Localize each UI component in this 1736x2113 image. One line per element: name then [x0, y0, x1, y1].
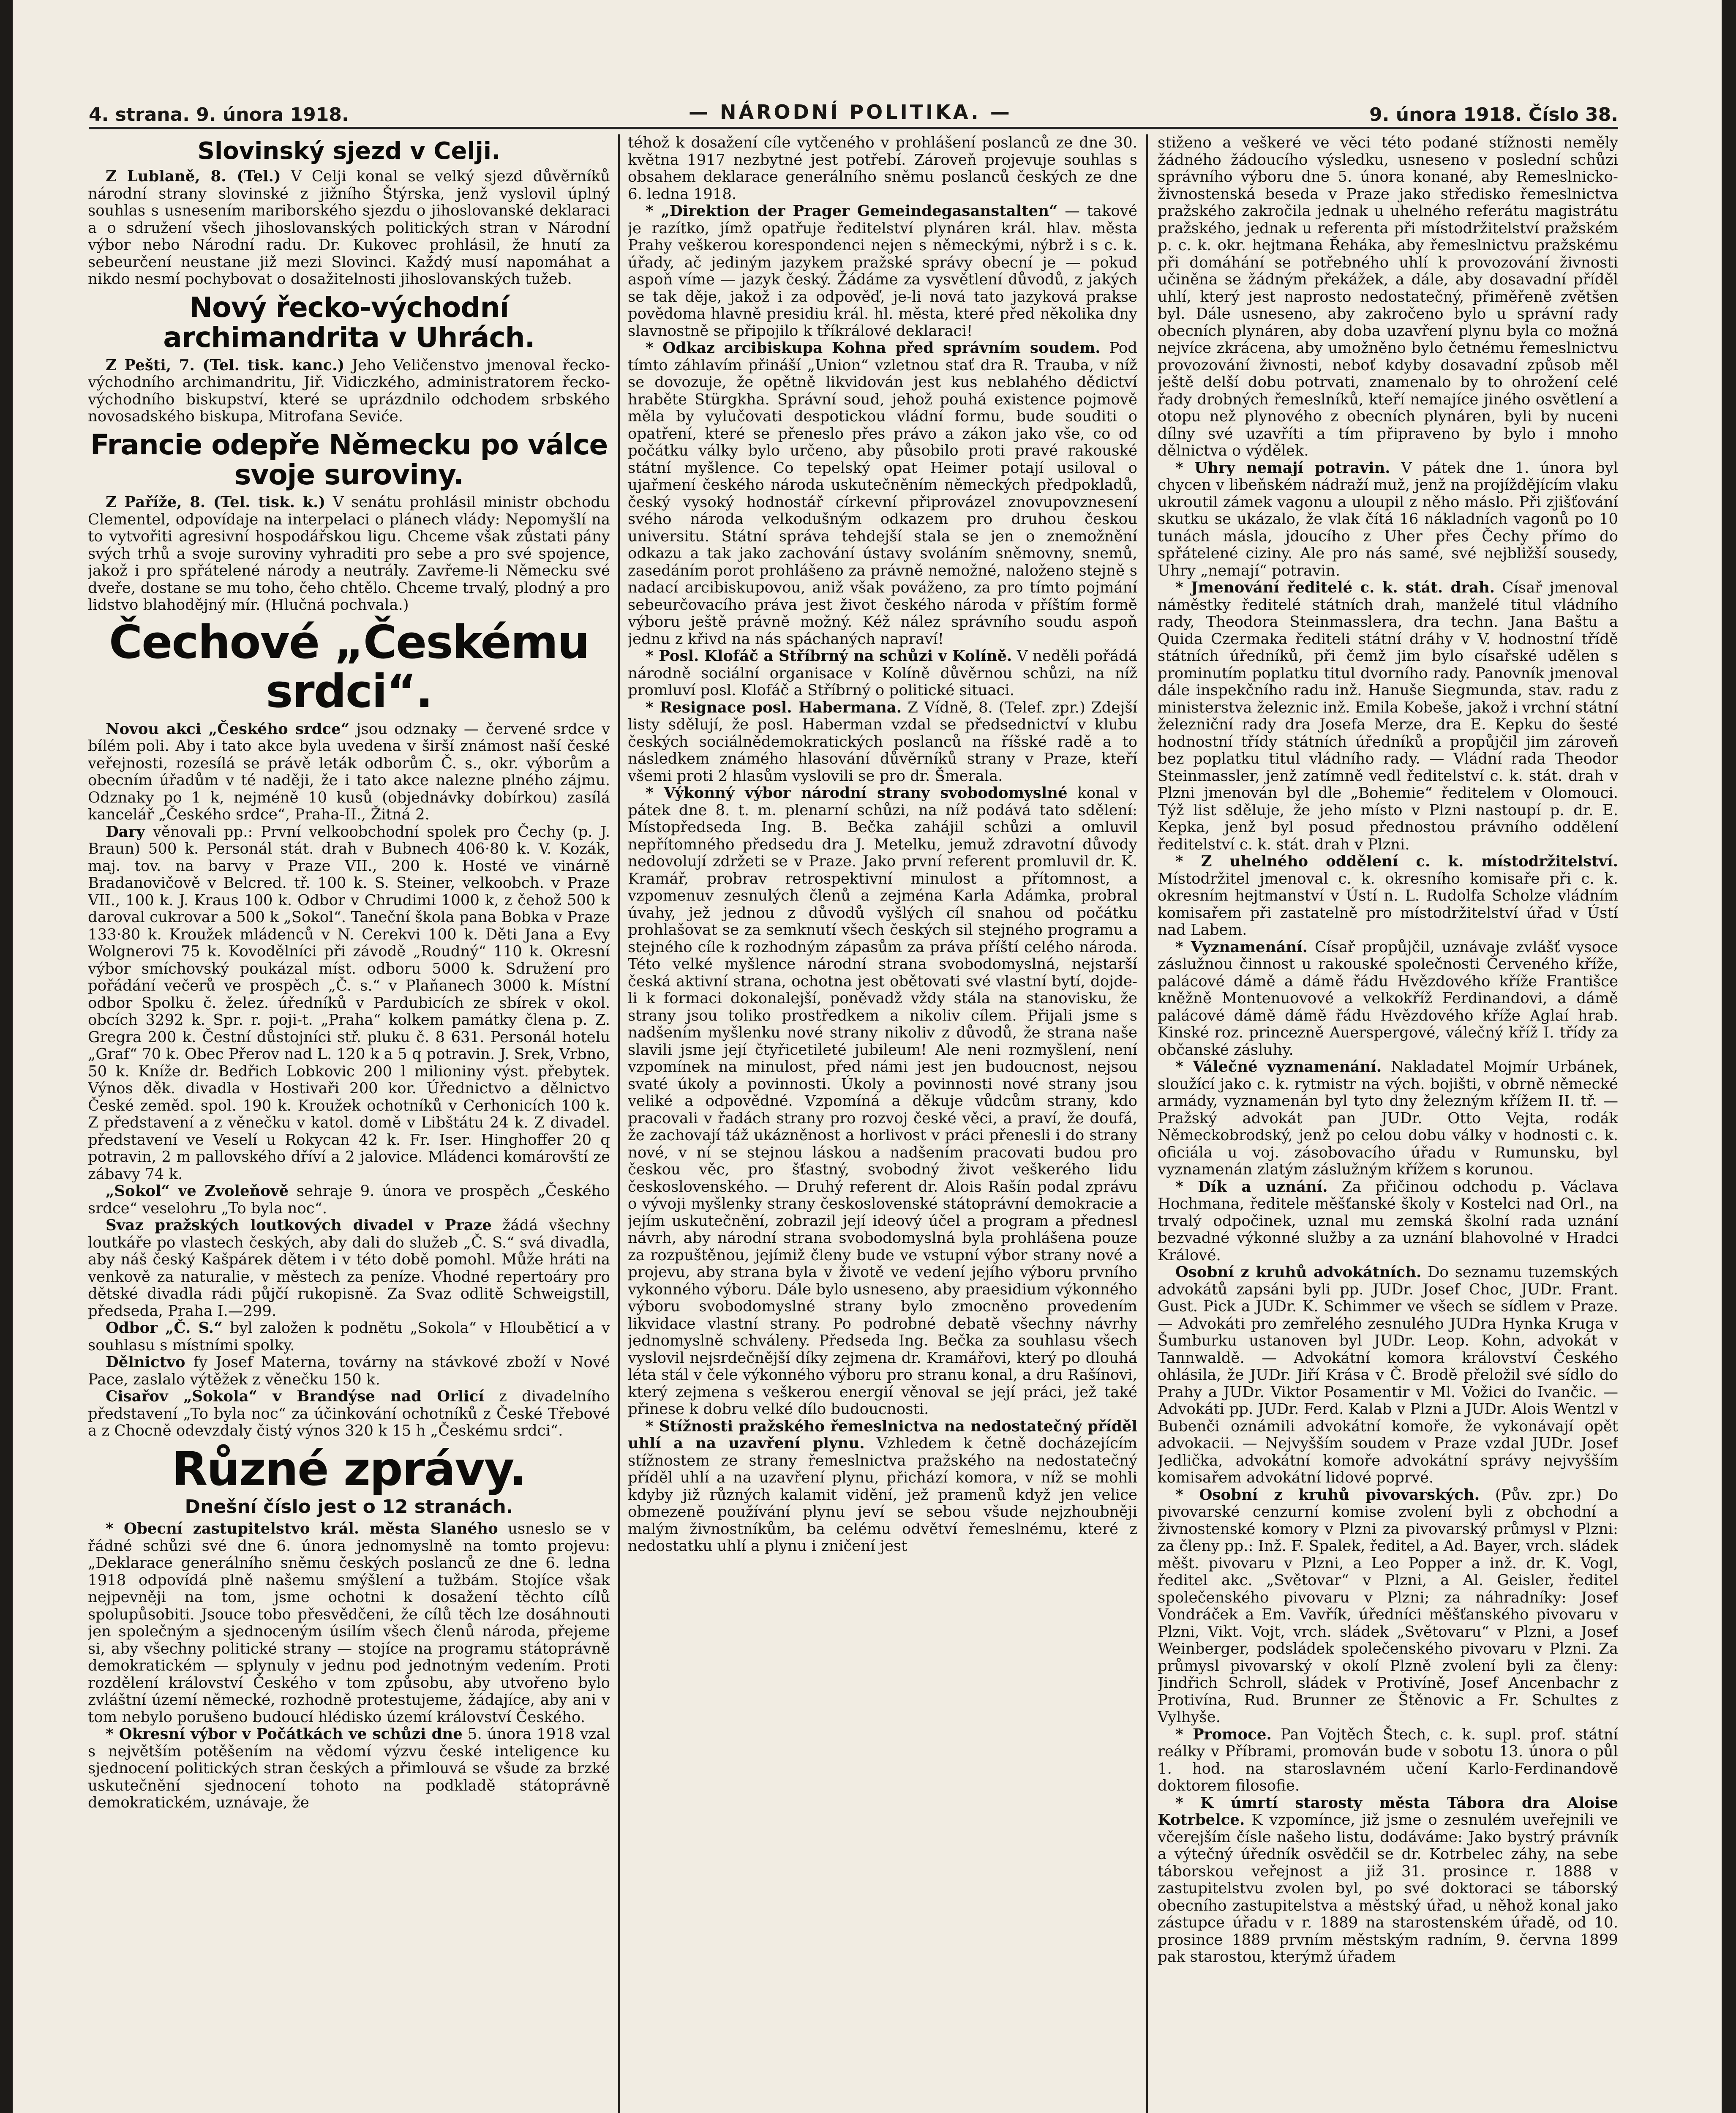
header-rule — [89, 127, 1618, 129]
paragraph-text: Pod tímto záhlavím přináší „Union“ vzletnou stať dra R. Trauba, v níž se dovozuje, že opětně likvidován jest kus neblahého dědictví hraběte Stürgkha. Správní soud, jehož pouhá existence pojmově měla by vylučovati despotickou vládní formu, bude souditi o opatření, které se přeneslo přes právo a zákon jako vše, co od počátku války bylo určeno, aby působilo proti pravé rakouské státní myšlence. Co tepelský opat Heimer potají usiloval o ujařmení českého národa uskutečněním německých předpokladů, český vysoký hodnostář církevní připrovázel znovupovznesení svého národa velkodušným odkazem pro druhou českou universitu. Státní správa tehdejší stala se jen o znemožnění odkazu a tak jako zachování ústavy svoláním sněmovny, snemů, zasedáním porot prohlášeno za právně nemožné, naloženo stejně s nadací arcibiskupovou, aniž však pováženo, za pro tímto pojmání sebeurčovacího práva jest život českého národa v příštím formě výboru ještě právně možný. Kéž nález správního soudu aspoň jednu z křivd na nás spáchaných napraví! — [628, 339, 1137, 648]
article-paragraph — [1158, 1726, 1618, 1795]
lead-in: * Z uhelného oddělení c. k. místodržitelství. — [1175, 853, 1618, 870]
column-2 — [628, 134, 1137, 2113]
article-paragraph — [1158, 1264, 1618, 1487]
lead-in: * Jmenování ředitelé c. k. stát. drah. — [1175, 579, 1495, 596]
lead-in: Osobní z kruhů advokátních. — [1175, 1264, 1422, 1281]
article-paragraph — [628, 1418, 1137, 1555]
paragraph-text: konal v pátek dne 8. t. m. plenarní schůzi, na níž podává tato sdělení: Místopředseda Ing. B. Bečka zahájil schůzi a omluvil nepřítomného předsedu dra J. Metelku, jemuž zdravotní důvody nedovolují zdržeti se v Praze. Jako první referent promluvil dr. K. Kramář, probrav retrospektivní minulost a přítomnost, a vzpomenuv zesnulých členů a zejména Karla Adámka, probral úvahy, jež jednou z důvodů vyšlých cíl snahou od počátku prohlašovat se za semknutí všech českých sil stejného programu a stejného cíle k rozhodným zápasům za práva příští celého národa. Této velké myšlence národní strana svobodomyslná, nejstarší česká aktivní strana, ochotna jest obětovati své vlastní bytí, dojde-li k formaci dokonalejší, poněvadž vždy stála na stanovisku, že strany jsou toliko prostředkem a nikoliv cílem. Přijali jsme s nadšením myšlenku nové strany nikoliv z důvodů, že strana naše slavili jsme její čtyřicetileté jubileum! Ale neni rozmyšlení, není vzpomínek na minulost, před námi jest jen budoucnost, nejsou svaté úkoly a povinnosti. Úkoly a povinnosti nové strany jsou veliké a odpovědné. Vzpomíná a děkuje vůdcům strany, kdo pracovali v řadách strany pro rozvoj české věci, a praví, že doufá, že zachovají táž ukázněnost a horlivost v práci přenesli i do strany nové, v ní se stejnou láskou a nadšením pracovati budou pro českou věc, pro šťastný, svobodný život veškerého lidu československého. — Druhý referent dr. Alois Rašín podal zprávu o vývoji myšlenky strany československé státoprávní demokracie a jejím uskutečnění, zobrazil její ideový účel a program a přednesl návrh, aby národní strana svobodomyslná byla prohlášena pouze za rozpuštěnou, jejímiž členy bude ve vstupní výbor strany nové a projevu, aby strana byla v životě ve vedení jejího výboru prvního vykonného výboru. Dále bylo usneseno, aby praesidium výkonného výboru svobodomyslné strany bylo zmocněno provedením likvidace vlastní strany. Po podrobné debatě všechny návrhy jednomyslně schváleny. Předseda Ing. Bečka za souhlasu všech vyslovil nejsrdečnější díky zejmena dr. Kramářovi, který po dlouhá léta stál v čele výkonného výboru pro stranu konal, a dru Rašínovi, který zejmena s veškerou energií věnoval se její práci, jež také přinese k dobru velké dílo budoucnosti. — [628, 784, 1137, 1418]
article-paragraph — [88, 1726, 610, 1812]
lead-in: * „Direktion der Prager Gemeindegasanstalten“ — [646, 202, 1058, 220]
paragraph-text: Místodržitel jmenoval c. k. okresního komisaře při c. k. okresním hejtmanství v Ústí n. L. Rudolfa Scholze vládním komisařem při zastatelně pro místodržitelství úřad v Ústí nad Labem. — [1158, 870, 1618, 939]
column-divider — [1146, 134, 1148, 2113]
article-paragraph — [628, 134, 1137, 203]
paragraph-text: (Pův. zpr.) Do pivovarské cenzurní komise zvolení byli z obchodní a živnostenské komory v Plzni za pivovarský průmysl v Plzni: za členy pp.: Inž. F. Spalek, ředitel, a Ad. Bayer, vrch. sládek měšt. pivovaru v Plzni, a Leo Popper a inž. dr. K. Vogl, ředitel akc. „Světovar“ v Plzni, a Al. Geisler, ředitel společenského pivovaru v Plzni; za náhradníky: Josef Vondráček a Em. Vavřík, úředníci měšťanského pivovaru v Plzni, Vikt. Vojt, vrch. sládek „Světovaru“ v Plzni, a Josef Weinberger, podsládek společenského pivovaru v Plzni. Za průmysl pivovarský v okolí Plzně zvolení byli za členy: Jindřich Schroll, sládek v Protivíně, Josef Ancenbachr z Protivína, Rud. Brunner ze Štěnovic a Fr. Schultes z Vylhyše. — [1158, 1486, 1618, 1726]
article-paragraph — [88, 357, 610, 426]
lead-in: * Posl. Klofáč a Stříbrný na schůzi v Kolíně. — [646, 647, 1012, 665]
paragraph-text: žádá všechny loutkáře po vlastech českých, aby dali do služeb „Č. S.“ svá divadla, aby náš český Kašpárek dětem i v této době pomohl. Může hráti na venkově za naturalie, v městech za peníze. Vhodné repertoáry pro dětské divadla rádi půjčí rukopisně. Za Svaz odlitě Schweigstill, předseda, Praha I.—299. — [88, 1217, 610, 1320]
article-paragraph — [1158, 460, 1618, 580]
article-paragraph — [88, 1388, 610, 1440]
paragraph-text: V neděli pořádá národně sociální organisace v Kolíně důvěrnou schůzi, na níž promluví posl. Klofáč a Stříbrný o politické situaci. — [628, 647, 1137, 699]
paragraph-text: — takové je razítko, jímž opatřuje ředitelství plynáren král. hlav. města Prahy veškerou korespondenci nejen s německými, nýbrž i s c. k. úřady, ač jediným jazykem pražské správy obecní je — pokud aspoň víme — jazyk český. Žádáme za vysvětlení důvodů, z jakých se tak děje, jakož i za odpověď, je-li nová tato jazyková prakse povědoma hlavně presidiu král. hl. města, které před několika dny slavnostně se připojilo k tříkrálové deklaraci! — [628, 202, 1137, 340]
paragraph-text: Do seznamu tuzemských advokátů zapsáni byli pp. JUDr. Josef Choc, JUDr. Frant. Gust. Pick a JUDr. K. Schimmer ve všech se sídlem v Praze. — Advokáti pro zemřelého zesnulého JUDra Hynka Kruga v Šumburku ustanoven byl JUDr. Leop. Kohn, advokát v Tannwaldě. — Advokátní komora království Českého ohlásila, že JUDr. Jiří Krása v Č. Brodě přeložil své sídlo do Prahy a JUDr. Viktor Posamentir v Ml. Vožici do Ivančic. — Advokáti pp. JUDr. Ferd. Kalab v Plzni a JUDr. Alois Wentzl v Bubenči oznámili advokátní komoře, že vykonávají opět advokacii. — Nejvyšším soudem v Praze vzdal JUDr. Josef Jedlička, advokátní komoře advokátní správy nejvyšším komisařem advokátní lidové poprvé. — [1158, 1264, 1618, 1486]
paragraph-text: Z Vídně, 8. (Telef. zpr.) Zdejší listy sdělují, že posl. Haberman vzdal se předsednictví v klubu českých sociálnědemokratických poslanců na říšské radě a to následkem známého hlasování důvěrníků strany v Praze, kteří všemi proti 2 hlasům vyslovili se pro dr. Šmerala. — [628, 699, 1137, 785]
lead-in: * Resignace posl. Habermana. — [646, 699, 902, 716]
article-paragraph — [88, 1354, 610, 1388]
lead-in: * Válečné vyznamenání. — [1175, 1058, 1382, 1076]
article-paragraph — [628, 203, 1137, 340]
paragraph-text: téhož k dosažení cíle vytčeného v prohlášení poslanců ze dne 30. května 1917 nezbytné jest potřebí. Zároveň projevuje souhlas s obsahem deklarace generálního sněmu poslanců českých ze dne 6. ledna 1918. — [628, 134, 1137, 203]
lead-in: * Okresní výbor v Počátkách ve schůzi dne — [106, 1725, 463, 1743]
column-1 — [88, 134, 610, 2113]
paragraph-text: byl založen k podnětu „Sokola“ v Hlouběticí a v souhlasu s místními spolky. — [88, 1319, 610, 1354]
article-paragraph — [88, 721, 610, 824]
lead-in: „Sokol“ ve Zvoleňově — [106, 1182, 289, 1200]
paragraph-text: Císař propůjčil, uznávaje zvlášť vysoce záslužnou činnost u rakouské společnosti Červeného kříže, palácové dámě a dámě řádu Hvězdového kříže Františce kněžně Montenuovové a velkokříž Ferdinandovi, a dámě palácové dámě dámě řádu Hvězdového kříže Aglaí hrab. Kinské roz. princezně Auerspergové, válečný kříž I. třídy za občanské zásluhy. — [1158, 938, 1618, 1059]
lead-in: Svaz pražských loutkových divadel v Praze — [106, 1217, 492, 1234]
article-paragraph — [628, 699, 1137, 785]
paragraph-text: Vzhledem k četně docházejícím stížnostem ze strany řemeslnictva pražského na nedostatečný příděl uhlí a na uzavření plynu, přichází komora, v níž se mohli kdyby již různých kalamit vidění, jež pramenů když jen velice obmezeně používání plynu jeví se sebou všude nejzhoubněji malým živnostníkům, ba celému odvětví řemeslnému, které z nedostatku uhlí a plynu i zničení jest — [628, 1435, 1137, 1555]
lead-in: * Dík a uznání. — [1175, 1178, 1328, 1196]
article-paragraph — [1158, 939, 1618, 1059]
paragraph-text: Za přičinou odchodu p. Václava Hochmana, ředitele měšťanské školy v Kostelci nad Orl., na trvalý odpočinek, uznal mu zemská školní rada uznání bezvadné výkonné služby a za uznání blahovolné v Hradci Králové. — [1158, 1178, 1618, 1264]
lead-in: * Vyznamenání. — [1175, 938, 1308, 956]
paragraph-text: sehraje 9. února ve prospěch „Českého srdce“ veselohru „To byla noc“. — [88, 1182, 610, 1217]
paragraph-text: jsou odznaky — červené srdce v bílém poli. Aby i tato akce byla uvedena v širší známost naší české veřejnosti, rozesílá se právě leták odborům Č. s., okr. výborům a obecním úřadům v té naději, že i tato akce nalezne plného zájmu. Odznaky po 1 k, nejméně 10 kusů (objednávky dobírkou) zasílá kancelář „Českého srdce“, Praha-II., Žitná 2. — [88, 720, 610, 824]
article-paragraph — [88, 1521, 610, 1726]
lead-in: * Promoce. — [1175, 1725, 1272, 1743]
header-right: 9. února 1918. Číslo 38. — [1369, 104, 1618, 126]
article-paragraph — [628, 785, 1137, 1418]
column-3 — [1158, 134, 1618, 2113]
dateline: Z Lublaně, 8. (Tel.) — [106, 168, 281, 186]
lead-in: * Uhry nemají potravin. — [1175, 459, 1390, 477]
headline: Nový řecko-východní archimandrita v Uhrách. — [163, 291, 535, 354]
paragraph-text: Jeho Veličenstvo jmenoval řecko-východního archimandritu, Jiř. Vidiczkého, administratorem řecko-východního biskupství, které se uprázdnilo odchodem srbského novosadského biskupa, Mitrofana Seviće. — [88, 356, 610, 425]
lead-in: * Stížnosti pražského řemeslnictva na nedostatečný příděl uhlí a na uzavření plynu. — [628, 1417, 1137, 1452]
article-paragraph — [88, 1217, 610, 1320]
paragraph-text: V Celji konal se velký sjezd důvěrníků národní strany slovinské z jižního Štýrska, jenž vyslovil úplný souhlas s usnesením mariborského sjezdu o jihoslovanské deklaraci a o sdružení všech jihoslovanských politických stran v Národní výbor nebo Národní radu. Dr. Kukovec prohlásil, že hnutí za sebeurčení neustane již mezi Slovinci. Každý musí napomáhat a nikdo nesmí pochybovat o dosažitelnosti jihoslovanských tužeb. — [88, 168, 610, 288]
article-paragraph — [1158, 853, 1618, 939]
column-divider — [618, 134, 620, 2113]
article-paragraph — [88, 824, 610, 1183]
paragraph-text: stiženo a veškeré ve věci této podané stížnosti neměly žádného žádoucího výsledku, usneseno v poslední schůzi správního výboru dne 5. února konané, aby Remeslnicko-živnostenská beseda v Praze jako středisko řemeslnictva pražského zakročila jednak u uhelného referátu magistrátu pražského, jednak u referenta při místodržitelství pražském p. c. k. okr. hejtmana Řeháka, aby řemeslnictvu pražskému při domáhání se potřebného uhlí k provozování živnosti učiněna se žádným překážek, a dále, aby dosavadní příděl uhlí, který jest naprosto nedostatečný, přiměřeně zvětšen byl. Dále usneseno, aby zakročeno bylo u správní rady obecních plynáren, aby doba uzavření plynu byla co možná nejvíce zkrácena, aby umožněno bylo četnému řemeslnictvu provozování živnosti, neboť kdyby dosavadní způsob měl ještě delší dobu potrvati, znamenalo by to ohrožení celé řady drobných řemeslníků, kteří nemajíce jiného osvětlení a otopu než plynového z obecních plynáren, byli by nuceni dílny své uzavříti a tím připraveno by bylo i mnoho dělnictva o výdělek. — [1158, 134, 1618, 459]
lead-in: Novou akci „Českého srdce“ — [106, 720, 350, 738]
paragraph-text: K vzpomínce, již jsme o zesnulém uveřejnili ve včerejším čísle našeho listu, dodáváme: Jako bystrý právník a výtečný úředník osvědčil se dr. Kotrbelec záhy, na sebe táborskou veřejnost a již 31. prosince r. 1888 v zastupitelstvu zvolen byl, po své doktoraci se táborský obecního zastupitelstva a městský úřad, u něhož konal jako zástupce úřadu v r. 1889 na starostenském úřadě, od 10. prosince 1889 prvním městským radním, 9. června 1899 pak starostou, kterýmž úřadem — [1158, 1811, 1618, 1966]
paragraph-text: fy Josef Materna, továrny na stávkové zboží v Nové Pace, zaslalo výtěžek z věnečku 150 k. — [88, 1354, 610, 1388]
article-paragraph — [1158, 1179, 1618, 1264]
article-paragraph — [88, 168, 610, 288]
scan-border-left — [0, 0, 13, 2113]
paragraph-text: usneslo se v řádné schůzi své dne 6. února jednomyslně na tomto projevu: „Deklarace generálního sněmu českých poslanců ze dne 6. ledna 1918 odpovídá plně našemu smýšlení a tužbám. Stojíce však nejpevněji na tom, jsme ochotni k dosažení těchto cílů spolupůsobiti. Jsouce tobo přesvědčeni, že cílů těch lze dosáhnouti jen společným a sjednoceným úsilím všech členů národa, přejeme si, aby všechny politické strany — stojíce na programu státoprávně demokratickém — splynuly v jednu pod jednotným vedením. Proti rozdělení království Českého v tom způsobu, aby utvořeno bylo zvláštní území německé, rozhodně protestujeme, žádajíce, aby ani v tom nebylo porušeno budoucí hlédisko území království Českého. — [88, 1520, 610, 1726]
lead-in: * Odkaz arcibiskupa Kohna před správním soudem. — [646, 339, 1101, 357]
article-paragraph — [1158, 579, 1618, 853]
headline: Čechové „Českému srdci“. — [109, 616, 589, 718]
page-header — [89, 101, 1618, 130]
lead-in: * K úmrtí starosty města Tábora dra Aloise Kotrbelce. — [1158, 1794, 1618, 1829]
header-left: 4. strana. 9. února 1918. — [89, 104, 349, 126]
paragraph-text: věnovali pp.: První velkoobchodní spolek pro Čechy (p. J. Braun) 500 k. Personál stát. drah v Bubnech 406·80 k. V. Kozák, maj. tov. na barvy v Praze VII., 200 k. Hosté ve vinárně Bradanovičově v Belcred. tř. 100 k. S. Steiner, velkoobch. v Praze VII., 100 k. J. Kraus 100 k. Odbor v Chrudimi 1000 k, z čehož 500 k daroval cukrovar a 500 k „Sokol“. Taneční škola pana Bobka v Praze 133·80 k. Kroužek mládenců v N. Cerekvi 100 k. Děti Jana a Evy Wolgnerovi 75 k. Kovodělníci při závodě „Roudný“ 110 k. Okresní výbor smíchovský poukázal míst. odboru 5000 k. Sdružení pro pořádání večerů ve prospěch „Č. s.“ v Plaňanech 3000 k. Místní odbor Spolku č. želez. úředníků v Pardubicích ze sbírek v okol. obcích 3292 k. Spr. r. poji-t. „Praha“ kolkem památky člena p. Z. Gregra 200 k. Čestní důstojníci stř. pluku č. 8 631. Personál hotelu „Graf“ 70 k. Obec Přerov nad L. 120 k a 5 q potravin. J. Srek, Vrbno, 50 k. Kníže dr. Bedřich Lobkovic 200 l milioniny výst. přebytek. Výnos děk. divadla v Hostivaři 200 kor. Úřednictvo a dělnictvo České zeměd. spol. 190 k. Kroužek ochotníků v Cerhonicích 100 k. Z představení a z věnečku v katol. domě v Libštátu 24 k. Z divadel. představení ve Veselí u Rokycan 42 k. Fr. Iser. Hinghoffer 20 q potravin, 2 m pallovského dříví a 2 jalovice. Mládenci komárovští ze zábavy 74 k. — [88, 823, 610, 1183]
article-paragraph — [1158, 1059, 1618, 1179]
dateline: Z Paříže, 8. (Tel. tisk. k.) — [106, 494, 326, 511]
masthead-title: — NÁRODNÍ POLITIKA. — — [689, 101, 1012, 123]
lead-in: Dělnictvo — [106, 1354, 185, 1371]
dateline: Z Pešti, 7. (Tel. tisk. kanc.) — [106, 356, 345, 374]
article-paragraph — [88, 494, 610, 614]
article-paragraph — [628, 648, 1137, 699]
section-heading: Různé zprávy. — [172, 1441, 526, 1496]
article-paragraph — [1158, 1487, 1618, 1726]
paragraph-text: V pátek dne 1. února byl chycen v libeňském nádraží muž, jenž na projíždějícím vlaku ukroutil zámek vagonu a uloupil z něho máslo. Při zjišťování skutku se ukázalo, že vlak čítá 16 nákladních vagonů po 10 tunách másla, jdoucího z Uher přes Čechy přímo do spřátelené ciziny. Ale pro nás samé, své nejbližší sousedy, Uhry „nemají“ potravin. — [1158, 459, 1618, 579]
article-paragraph — [1158, 1795, 1618, 1966]
article-paragraph — [1158, 134, 1618, 460]
lead-in: Odbor „Č. S.“ — [106, 1319, 223, 1337]
paragraph-text: V senátu prohlásil ministr obchodu Clementel, odpovídaje na interpelaci o plánech vlády: Nepomyšlí na to vytvořiti agresivní hospodářskou ligu. Chceme však zůstati pány svých trhů a svoje suroviny vyhraditi pro sebe a pro své spojence, jakož i pro spřátelené národy a neutrály. Zavřeme-li Německu své dveře, dostane se mu toho, čeho chtělo. Chceme trvalý, plodný a pro lidstvo blahodějný mír. (Hlučná pochvala.) — [88, 494, 610, 614]
paragraph-text: Nakladatel Mojmír Urbánek, sloužící jako c. k. rytmistr na vých. bojišti, v obrně německé armády, vyznamenán byl tyto dny železným křížem II. tř. — Pražský advokát pan JUDr. Otto Vejta, rodák Německobrodský, jenž po celou dobu války v hodnosti c. k. oficiála u voj. zásobovacího úřadu v Rumunsku, byl vyznamenán zlatým záslužným křížem s korunou. — [1158, 1058, 1618, 1178]
paragraph-text: 5. února 1918 vzal s největším potěšením na vědomí výzvu české inteligence ku sjednocení politických stran českých a přimlouvá se všude za brzké uskutečnění sjednocení tohoto na podkladě státoprávně demokratickém, uznávaje, že — [88, 1725, 610, 1812]
scan-border-right — [1722, 0, 1736, 2113]
lead-in: * Výkonný výbor národní strany svobodomyslné — [646, 784, 1068, 802]
article-paragraph — [628, 340, 1137, 648]
lead-in: * Obecní zastupitelstvo král. města Slaného — [106, 1520, 498, 1538]
lead-in: Cisařov „Sokola“ v Brandýse nad Orlicí — [106, 1388, 484, 1406]
headline: Slovinský sjezd v Celji. — [197, 137, 501, 165]
article-paragraph — [88, 1183, 610, 1217]
article-paragraph — [88, 1320, 610, 1354]
paragraph-text: Pan Vojtěch Štech, c. k. supl. prof. státní reálky v Příbrami, promován bude v sobotu 13. února o půl 1. hod. na staroslavném učení Karlo-Ferdinandově doktorem filosofie. — [1158, 1725, 1618, 1794]
headline: Francie odepře Německu po válce svoje suroviny. — [90, 428, 608, 491]
lead-in: Dary — [106, 823, 145, 841]
paragraph-text: z divadelního představení „To byla noc“ za účinkování ochotníků z České Třebové a z Chocně odevzdaly čistý výnos 320 k 15 h „Českému srdci“. — [88, 1388, 610, 1440]
lead-in: * Osobní z kruhů pivovarských. — [1175, 1486, 1480, 1504]
paragraph-text: Císař jmenoval náměstky ředitelé státních drah, manželé titul vládního rady, Theodora Steinmasslera, dra techn. Jana Baštu a Quida Czermaka řediteli státní dráhy v V. hodnostní třídě státních úředníků, při čemž jim bylo císařské udělen s prominutím poplatku titul dvorního rady. Panovník jmenoval dále inspekčního radu inž. Hanuše Siegmunda, stav. radu z ministerstva železnic inž. Emila Kobeše, jakož i vrchní státní železniční rady dra Josefa Merze, dra E. Kepku do šesté hodnostní třídy státních úředníků a propůjčil jim zároveň bez poplatku titul vládního rady. — Vládní rada Theodor Steinmassler, jenž zatímně vedl ředitelství c. k. stát. drah v Plzni jmenován byl dle „Bohemie“ ředitelem v Olomouci. Týž list sděluje, že jeho místo v Plzni nastoupí p. dr. E. Kepka, jenž byl posud přednostou právního oddělení ředitelství c. k. stát. drah v Plzni. — [1158, 579, 1618, 853]
section-subheading: Dnešní číslo jest o 12 stranách. — [185, 1496, 513, 1518]
